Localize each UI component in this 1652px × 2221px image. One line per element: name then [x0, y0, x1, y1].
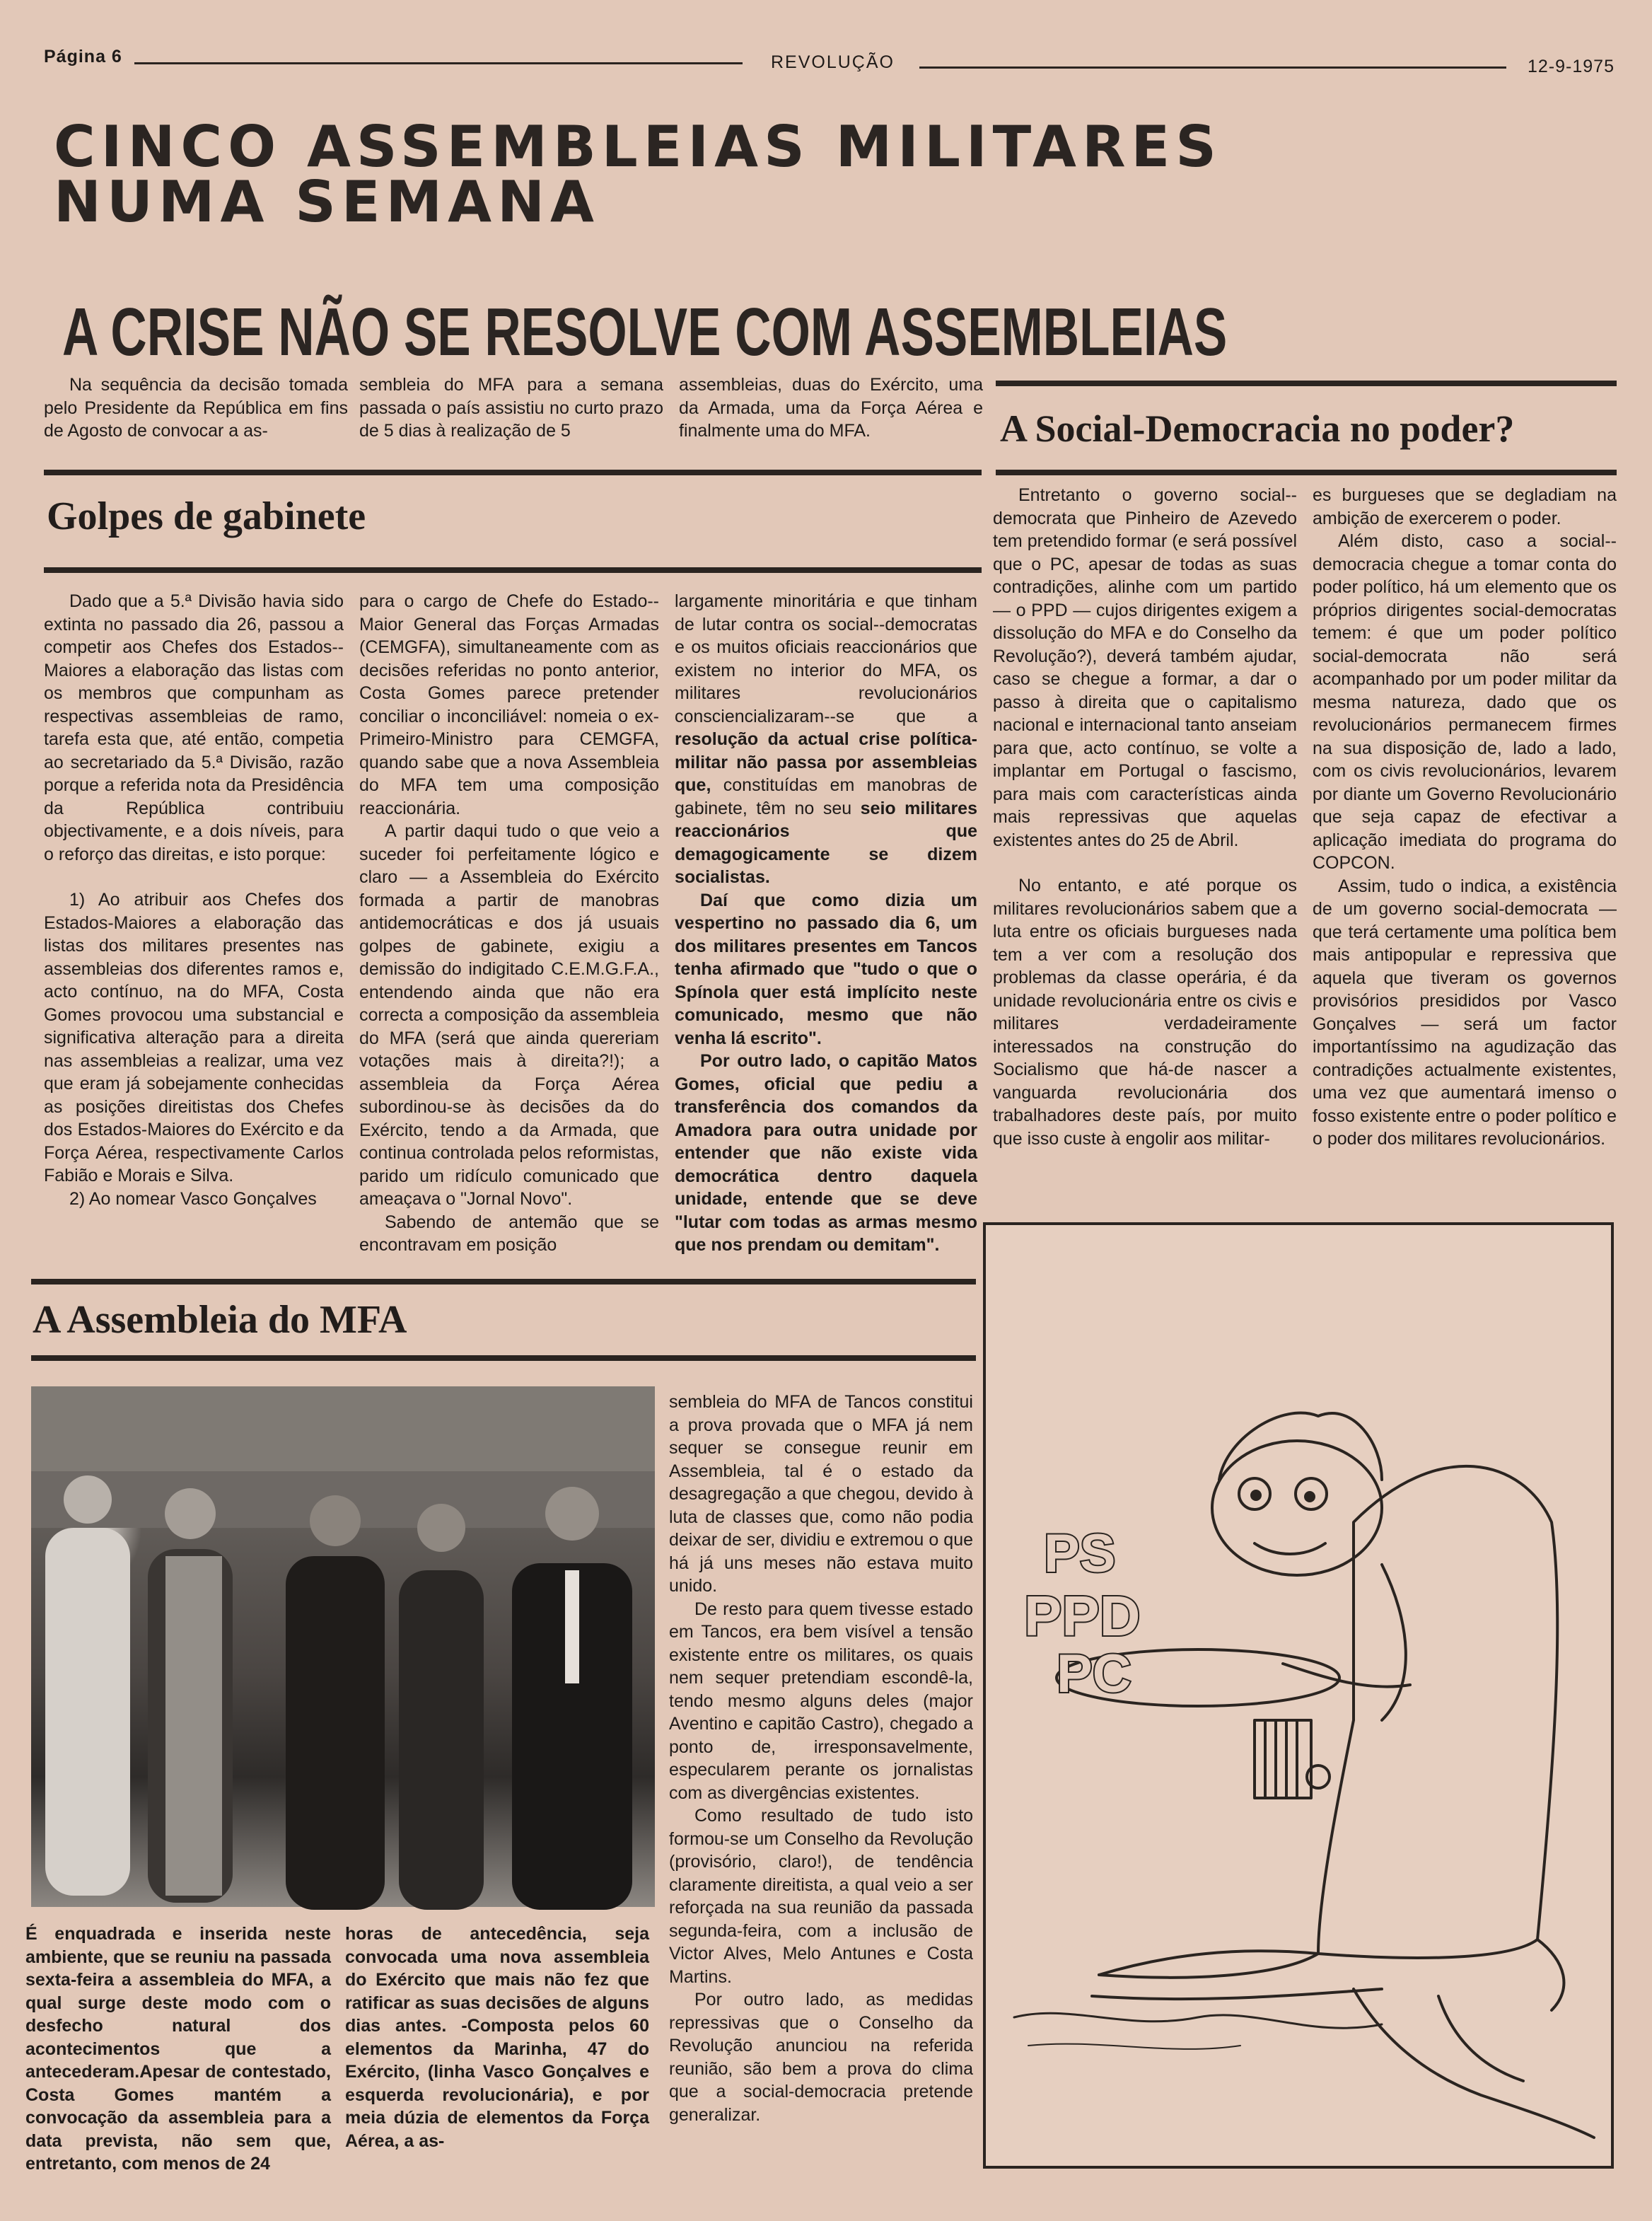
golpes-column-3: largamente minoritária e que tinham de lutar contra os social--democratas e os muitos oficiais reaccionários que existem no interior do MFA, os militares revolucionários consciencializaram--se que a resolução da actual crise política-militar não passa por assembleias que, constituídas em manobras de gabinete, têm no seu seio militares reaccionários que demagogicamente se dizem socialistas. Daí que como dizia um vespertino no passado dia 6, um dos militares presentes em Tancos tenha afirmado que "tudo o que o Spínola quer está implícito neste comunicado, mesmo que não venha lá escrito". Por outro lado, o capitão Matos Gomes, oficial que pediu a transferência dos comandos da Amadora para outra unidade por entender que não existe vida democrática dentro daquela unidade, entende que se deve "lutar com todas as armas mesmo que nos prendam ou demitam". [675, 591, 977, 1255]
cartoon-drawing [986, 1225, 1611, 2166]
golpes-heading: Golpes de gabinete [47, 494, 366, 538]
social-heading: A Social-Democracia no poder? [1000, 407, 1515, 450]
military-assembly-photo [31, 1386, 655, 1907]
photo-caption-column-1: É enquadrada e inserida neste ambiente, que se reuniu na passada sexta-feira a assembleia do MFA, a qual surge deste modo com o desfecho natural dos acontecimentos que a antecederam.Apesar de contestado, Costa Gomes mantém a convocação da assembleia para a data prevista, não sem que, entretanto, com menos de 24 [25, 1924, 331, 2174]
masthead-rule-right [919, 66, 1506, 69]
golpes-rule-top [44, 470, 982, 475]
social-rule-top [996, 381, 1617, 386]
golpes-column-2: para o cargo de Chefe do Estado--Maior General das Forças Armadas (CEMGFA), simultaneamente com as decisões referidas no ponto anterior, Costa Gomes parece pretender conciliar o inconciliável: nomeia o ex-Primeiro-Ministro para CEMGFA, quando sabe que a nova Assembleia do MFA tem uma composição reaccionária. A partir daqui tudo o que veio a suceder foi perfeitamente lógico e claro — a Assembleia do Exército formada a partir de manobras antidemocráticas e dos já usuais golpes de gabinete, exigiu a demissão do indigitado C.E.M.G.F.A., entendendo ainda que não era correcta a composição da assembleia do MFA (será que ainda quereriam votações mais à direita?!); a assembleia da Força Aérea subordinou-se às decisões da do Exército, tendo a da Armada, que continua controlada pelos reformistas, parido um ridículo comunicado que ameaçava o "Jornal Novo". Sabendo de antemão que se encontravam em posição [359, 591, 659, 1255]
political-cartoon [983, 1222, 1614, 2169]
assembleia-rule-top [31, 1279, 976, 1285]
intro-column-2: sembleia do MFA para a semana passada o país assistiu no curto prazo de 5 dias à realização de 5 [359, 375, 663, 441]
social-rule-bottom [996, 470, 1617, 475]
intro-column-1: Na sequência da decisão tomada pelo Presidente da República em fins de Agosto de convocar a as- [44, 375, 348, 441]
assembleia-rule-bottom [31, 1355, 976, 1361]
assembleia-heading: A Assembleia do MFA [33, 1298, 407, 1342]
photo-figures [31, 1386, 655, 1907]
photo-caption-column-2: horas de antecedência, seja convocada uma nova assembleia do Exército que mais não fez que ratificar as suas decisões de alguns dias antes. -Composta pelos 60 elementos da Marinha, 47 do Exército, (linha Vasco Gonçalves e esquerda revolucionária), e por meia dúzia de elementos da Força Aérea, a as- [345, 1924, 649, 2151]
golpes-rule-bottom [44, 567, 982, 573]
main-title-line-2: NUMA SEMANA [54, 169, 600, 235]
golpes-column-1: Dado que a 5.ª Divisão havia sido extinta no passado dia 26, passou a competir aos Chefes dos Estados--Maiores a elaboração das listas com os membros que compunham as respectivas assembleias de ramo, tarefa esta que, até então, competia ao secretariado da 5.ª Divisão, razão porque a referida nota da Presidência da República contribuiu objectivamente, e a dois níveis, para o reforço das direitas, e isto porque: 1) Ao atribuir aos Chefes dos Estados-Maiores a elaboração das listas dos militares presentes nas assembleias dos diferentes ramos e, acto contínuo, na do MFA, Costa Gomes provocou uma substancial e significativa alteração para a direita nas assembleias a realizar, uma vez que eram já sobejamente conhecidas as posições direitistas dos Chefes dos Estados-Maiores do Exército e da Força Aérea, respectivamente Carlos Fabião e Morais e Silva. 2) Ao nomear Vasco Gonçalves [44, 591, 344, 1209]
cartoon-label-ps: PS [1044, 1524, 1116, 1584]
assembleia-column-3: sembleia do MFA de Tancos constitui a prova provada que o MFA já nem sequer se consegue reunir em Assembleia, tal é o estado da desagregação a que chegou, devido à luta de classes que, como não podia deixar de ser, dividiu e extremou o que há já uns meses não estava muito unido. De resto para quem tivesse estado em Tancos, era bem visível a tensão existente entre os militares, os quais nem sequer pretendiam escondê-la, tendo mesmo alguns deles (major Aventino e capitão Castro), chegado a ponto de, irresponsavelmente, especularem perante os jornalistas com as divergências existentes. Como resultado de tudo isto formou-se um Conselho da Revolução (provisório, claro!), de tendência claramente direitista, a qual veio a ser reforçada na sua reunião da passada segunda-feira, com a inclusão de Victor Alves, Melo Antunes e Costa Martins. Por outro lado, as medidas repressivas que o Conselho da Revolução anunciou na referida reunião, são bem a prova do clima que a social-democracia pretende generalizar. [669, 1392, 973, 2125]
publication-name: REVOLUÇÃO [771, 52, 895, 72]
page-number: Página 6 [44, 47, 122, 66]
intro-column-3: assembleias, duas do Exército, uma da Armada, uma da Força Aérea e finalmente uma do MFA. [679, 375, 983, 441]
social-column-1: Entretanto o governo social--democrata que Pinheiro de Azevedo tem pretendido formar (e será possível que o PC, apesar de todas as suas contradições, alinhe com um partido — o PPD — cujos dirigentes exigem a dissolução do MFA e do Conselho da Revolução?), deverá também ajudar, caso se chegue a formar, a dar o passo à direita que o capitalismo nacional e internacional tanto anseiam para que, acto contínuo, se volte a implantar em Portugal o fascismo, para mais com características ainda mais repressivas que aquelas existentes antes do 25 de Abril. No entanto, e até porque os militares revolucionários sabem que a luta entre os oficiais burgueses nada tem a ver com a resolução dos problemas da classe operária, é da unidade revolucionária entre os civis e militares verdadeiramente interessados na construção do Socialismo que há-de nascer a vanguarda revolucionária dos trabalhadores deste país, por muito que isso custe à engolir aos militar- [993, 485, 1297, 1149]
subtitle: A CRISE NÃO SE RESOLVE COM ASSEMBLEIAS [62, 294, 1228, 370]
social-column-2: es burgueses que se degladiam na ambição de exercerem o poder. Além disto, caso a social--democracia chegue a tomar conta do poder político, há um elemento que os próprios dirigentes social-democratas temem: é que um poder político social-democrata não será acompanhado por um poder militar da mesma natureza, dado que os revolucionários permanecem firmes na sua disposição de, lado a lado, com os civis revolucionários, levarem por diante um Governo Revolucionário que seja capaz de efectivar a aplicação imediata do programa do COPCON. Assim, tudo o indica, a existência de um governo social-democrata — que terá certamente uma política bem mais antipopular e repressiva que aquela que tiveram os governos provisórios presididos por Vasco Gonçalves — será um factor importantíssimo na agudização das contradições actualmente existentes, uma vez que aumentará imenso o fosso existente entre o poder político e o poder dos militares revolucionários. [1313, 485, 1617, 1149]
issue-date: 12-9-1975 [1528, 57, 1615, 76]
main-title-line-1: CINCO ASSEMBLEIAS MILITARES [54, 114, 1222, 180]
masthead-rule-left [134, 62, 743, 64]
cartoon-label-pc: PC [1057, 1644, 1132, 1704]
cartoon-label-ppd: PPD [1024, 1584, 1141, 1647]
